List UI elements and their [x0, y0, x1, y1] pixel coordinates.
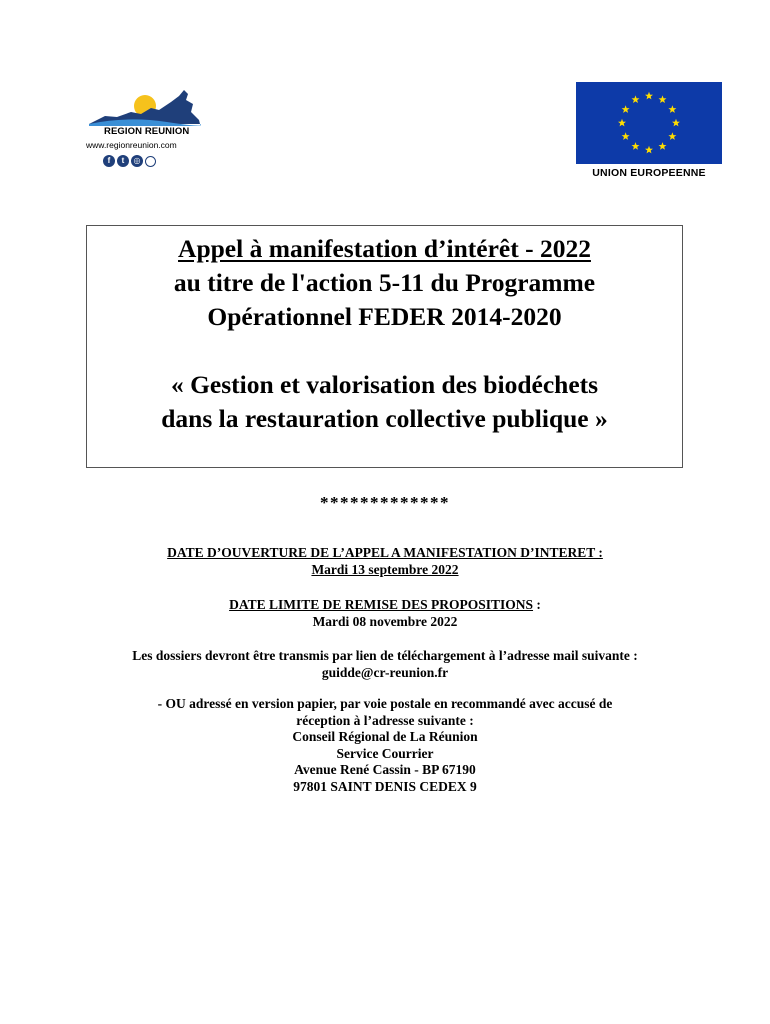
opening-label: DATE D’OUVERTURE DE L’APPEL A MANIFESTATION D’INTERET : — [167, 545, 603, 560]
address-line: Service Courrier — [336, 745, 434, 761]
region-reunion-emblem-icon — [87, 86, 202, 126]
title-line-3: Opérationnel FEDER 2014-2020 — [207, 302, 562, 331]
facebook-icon: f — [103, 155, 115, 167]
instagram-icon: ◎ — [131, 155, 143, 167]
submission-email[interactable]: guidde@cr-reunion.fr — [321, 664, 449, 680]
deadline-label-line — [0, 597, 770, 614]
eu-caption: UNION EUROPEENNE — [592, 167, 706, 179]
region-website-url: www.regionreunion.com — [86, 140, 177, 150]
address-line: Avenue René Cassin - BP 67190 — [294, 762, 476, 777]
address-line: 97801 SAINT DENIS CEDEX 9 — [293, 778, 477, 794]
twitter-icon: t — [117, 155, 129, 167]
eu-star — [645, 92, 653, 100]
eu-star — [632, 95, 640, 103]
social-icons-row — [103, 155, 156, 167]
region-name: REGION REUNION — [104, 126, 190, 137]
eu-star — [622, 132, 630, 140]
submission-block — [0, 648, 770, 681]
region-reunion-logo — [82, 82, 207, 178]
eu-flag — [576, 82, 722, 164]
eu-star — [668, 132, 676, 140]
subtitle-line-1: « Gestion et valorisation des biodéchets — [170, 370, 599, 399]
deadline-colon: : — [533, 597, 541, 612]
opening-date-block — [0, 545, 770, 578]
separator-stars: ************* — [320, 493, 450, 512]
title-box — [86, 225, 683, 468]
deadline-block — [0, 597, 770, 630]
title-line-2: au titre de l'action 5-11 du Programme — [173, 268, 596, 297]
eu-stars-icon — [576, 82, 722, 164]
paper-line-1: - OU adressé en version papier, par voie postale en recommandé avec accusé de — [157, 696, 613, 711]
paper-line-2: réception à l’adresse suivante : — [296, 712, 474, 728]
tv-icon — [145, 156, 156, 167]
submission-text: Les dossiers devront être transmis par lien de téléchargement à l’adresse mail suivante : — [132, 648, 638, 663]
eu-star — [632, 142, 640, 150]
title-main — [87, 232, 682, 334]
eu-star — [622, 105, 630, 113]
title-subtitle — [87, 368, 682, 436]
eu-logo — [576, 82, 722, 182]
opening-date: Mardi 13 septembre 2022 — [311, 561, 459, 577]
eu-star — [668, 105, 676, 113]
title-line-1: Appel à manifestation d’intérêt - 2022 — [178, 234, 591, 263]
eu-star — [659, 142, 667, 150]
eu-star — [659, 95, 667, 103]
eu-star — [672, 119, 680, 127]
address-line: Conseil Régional de La Réunion — [292, 729, 478, 744]
eu-star — [618, 119, 626, 127]
paper-submission-block — [0, 696, 770, 795]
deadline-label: DATE LIMITE DE REMISE DES PROPOSITIONS — [229, 597, 534, 612]
eu-star — [645, 146, 653, 154]
deadline-date: Mardi 08 novembre 2022 — [312, 613, 458, 629]
subtitle-line-2: dans la restauration collective publique » — [161, 404, 608, 433]
